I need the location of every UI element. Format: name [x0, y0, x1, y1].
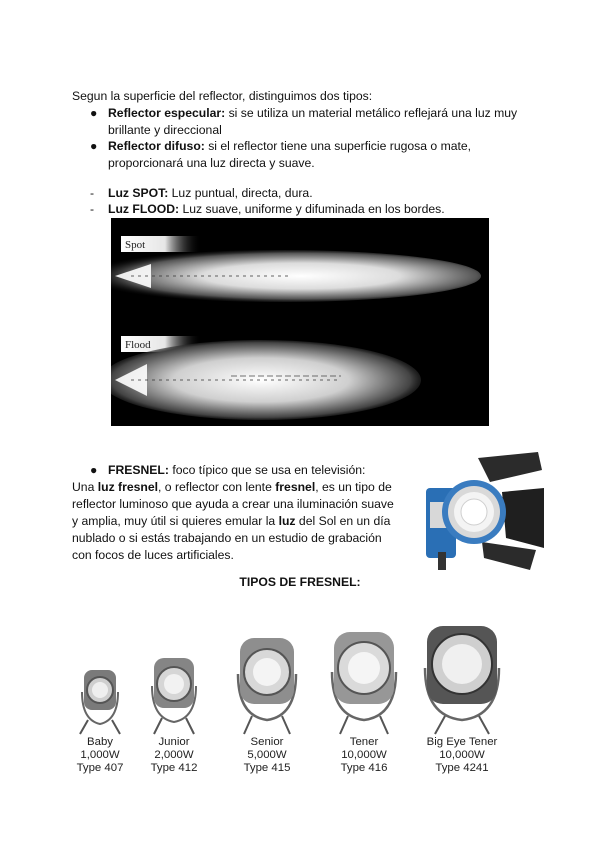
fixture-big-eye-tener	[414, 624, 510, 775]
fresnel-paragraph: Una luz fresnel, o reflector con lente fresnel, es un tipo de reflector luminoso que ayuda a crear una iluminación suave y amplia, muy útil si quieres emular la luz del Sol en un día nublado o si estás trabajando en un estudio de grabación con focos de luces artificiales.	[72, 480, 394, 562]
desc-spot: Luz puntual, directa, dura.	[168, 186, 313, 200]
intro-text: Segun la superficie del reflector, distinguimos dos tipos:	[72, 89, 373, 103]
tipos-title: TIPOS DE FRESNEL:	[239, 575, 361, 589]
fixture-name: Baby	[87, 736, 113, 748]
fresnel-photo	[418, 452, 548, 572]
term-difuso: Reflector difuso:	[108, 139, 205, 153]
desc-line: si el reflector tiene una superficie rugosa o mate,	[204, 139, 472, 153]
fixture-type: Type 416	[340, 762, 388, 774]
document-page: Segun la superficie del reflector, distinguimos dos tipos: ● Reflector especular: si se utiliza un material metálico reflejará una luz muy brillante y direccional ● Reflector difuso: si el reflector tiene una superficie rugosa o mate, proporcionará una luz directa y suave. - Luz SPOT: Luz puntual, directa, dura. - Luz FLOOD: Luz suave, uniforme y difuminada en los bordes. Spot Flood ● FRESNEL: foco típico que se usa en televisión: Una luz fresnel, o reflector con lente fresnel, es un tipo de reflector luminoso que ayuda a crear una iluminación suave y amplia, muy útil si quieres emular la luz del Sol en un día nublado o si estás trabajando en un estudio de grabación con focos de luces artificiales. TIPOS DE FRESNEL: Baby 1,000W Type 407 Junior 2,000W Type 412 Senior 5,000W Type 415 Tener 10,000W Type 416 Big Eye Tener 10,000W Type 4241	[0, 0, 600, 848]
term-flood: Luz FLOOD:	[108, 202, 180, 216]
bullet-dot: ●	[90, 463, 98, 477]
term-spot: Luz SPOT:	[108, 186, 169, 200]
fixture-power: 1,000W	[80, 749, 120, 761]
fixture-baby	[60, 662, 140, 775]
bullet-dot: ●	[90, 106, 98, 120]
flood-label: Flood	[125, 339, 151, 351]
term-fresnel: FRESNEL:	[108, 463, 169, 477]
beam-comparison-image	[111, 218, 489, 426]
desc-line: si se utiliza un material metálico reflejará una luz muy	[225, 106, 518, 120]
fresnel-lamp-icon	[417, 624, 507, 736]
fixture-name: Senior	[250, 736, 284, 748]
fixture-power: 2,000W	[154, 749, 194, 761]
fixture-type: Type 415	[243, 762, 291, 774]
fixture-senior	[222, 634, 312, 775]
fixture-junior	[134, 652, 214, 775]
fixture-type: Type 407	[76, 762, 124, 774]
desc-line: brillante y direccional	[108, 123, 222, 137]
fixture-type: Type 412	[150, 762, 198, 774]
fixture-name: Big Eye Tener	[426, 736, 498, 748]
fresnel-lamp-icon	[322, 630, 406, 736]
fixture-name: Junior	[158, 736, 190, 748]
fixture-power: 10,000W	[341, 749, 387, 761]
fresnel-light-icon	[418, 452, 548, 572]
desc-fresnel: foco típico que se usa en televisión:	[168, 463, 366, 477]
fixture-power: 10,000W	[439, 749, 485, 761]
fixture-tener	[318, 630, 410, 775]
term-especular: Reflector especular:	[108, 106, 226, 120]
desc-line: proporcionará una luz directa y suave.	[108, 156, 315, 170]
desc-flood: Luz suave, uniforme y difuminada en los bordes.	[179, 202, 445, 216]
fixture-power: 5,000W	[247, 749, 287, 761]
bullet-dot: ●	[90, 139, 98, 153]
fixture-type: Type 4241	[435, 762, 489, 774]
beam-illustration	[111, 218, 489, 426]
fresnel-lamp-icon	[228, 634, 306, 736]
spot-label: Spot	[125, 239, 146, 251]
fresnel-lamp-icon	[142, 652, 206, 736]
fresnel-lamp-icon	[70, 662, 130, 736]
fixture-name: Tener	[349, 736, 379, 748]
